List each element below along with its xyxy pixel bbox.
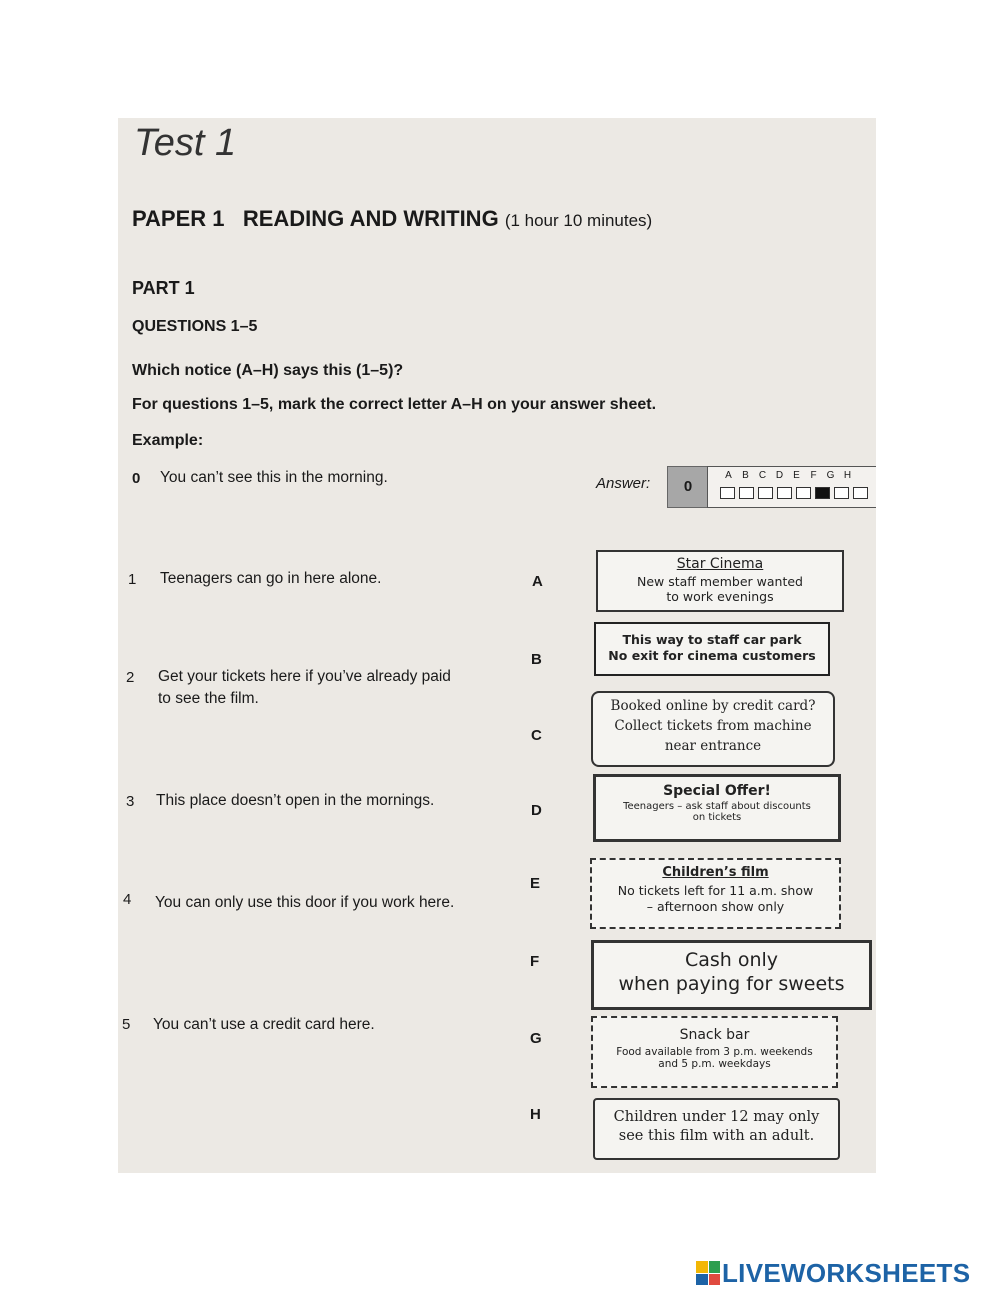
notice-f-line: Cash only	[684, 949, 779, 971]
notice-letter: A	[532, 573, 543, 590]
answer-letter: F	[810, 470, 817, 481]
notice-b-line: No exit for cinema customers	[608, 648, 816, 663]
paper-heading	[132, 206, 652, 232]
paper-title: PAPER 1 READING AND WRITING	[132, 206, 499, 231]
notice-letter: C	[531, 727, 542, 744]
logo-square	[696, 1261, 708, 1273]
notice-c-line: Booked online by credit card?	[610, 698, 816, 714]
notice-h-line: see this film with an adult.	[618, 1128, 815, 1144]
logo-square	[696, 1274, 708, 1286]
notice-g-line: and 5 p.m. weekdays	[658, 1058, 771, 1070]
question-text: Get your tickets here if you’ve already paid to see the film.	[158, 668, 451, 707]
question-number: 4	[123, 891, 132, 908]
notice-b	[594, 622, 830, 676]
answer-letter: B	[742, 470, 749, 481]
question-text: You can only use this door if you work here.	[155, 894, 455, 911]
notice-letter: G	[530, 1030, 542, 1047]
notice-b-line: This way to staff car park	[622, 632, 802, 647]
test-title: Test 1	[134, 122, 237, 164]
answer-box-c	[758, 487, 773, 499]
example-number: 0	[132, 470, 141, 487]
notice-a-line: New staff member wanted	[636, 574, 803, 589]
notice-e-heading: Children’s film	[662, 865, 769, 880]
question-text: This place doesn’t open in the mornings.	[156, 792, 435, 809]
notice-a-heading: Star Cinema	[676, 556, 764, 572]
answer-letter: C	[758, 470, 767, 481]
notice-f-line: when paying for sweets	[618, 973, 845, 995]
notice-h	[593, 1098, 840, 1160]
liveworksheets-logo	[696, 1258, 970, 1288]
notice-e-line: No tickets left for 11 a.m. show	[617, 883, 814, 898]
notice-e	[590, 858, 841, 929]
answer-box-d	[777, 487, 792, 499]
notice-d	[593, 774, 841, 842]
notice-letter: D	[531, 802, 542, 819]
notice-a-line: to work evenings	[666, 589, 774, 604]
part-heading: PART 1	[132, 278, 195, 298]
answer-box-e	[796, 487, 811, 499]
notice-letter: F	[530, 953, 540, 970]
question-text: Teenagers can go in here alone.	[160, 570, 382, 587]
notice-d-line: Teenagers – ask staff about discounts	[623, 801, 811, 812]
answer-letters	[720, 470, 856, 481]
notice-f	[591, 940, 872, 1010]
answer-box-a	[720, 487, 735, 499]
notice-g-line: Food available from 3 p.m. weekends	[616, 1046, 813, 1058]
answer-letter: A	[725, 470, 732, 481]
answer-letter: G	[826, 470, 835, 481]
notice-letter: E	[530, 875, 541, 892]
example-label: Example:	[132, 432, 204, 449]
questions-heading: QUESTIONS 1–5	[132, 318, 258, 335]
answer-letter: D	[775, 470, 784, 481]
notice-d-heading: Special Offer!	[663, 783, 771, 799]
answer-boxes	[720, 486, 872, 504]
notice-letter: H	[530, 1106, 541, 1123]
question-number: 5	[122, 1016, 131, 1033]
instruction-answer-sheet: For questions 1–5, mark the correct letter A–H on your answer sheet.	[132, 396, 657, 413]
worksheet-page	[118, 118, 876, 1173]
paper-duration: (1 hour 10 minutes)	[504, 211, 653, 230]
notice-c	[591, 691, 835, 767]
question-number: 1	[128, 571, 137, 588]
instruction-question: Which notice (A–H) says this (1–5)?	[132, 362, 404, 379]
notice-c-line: Collect tickets from machine	[614, 718, 812, 734]
logo-square	[709, 1261, 721, 1273]
answer-letter: H	[843, 470, 852, 481]
notice-letter: B	[531, 651, 542, 668]
answer-letter: E	[793, 470, 800, 481]
logo-icon	[696, 1261, 720, 1285]
logo-square	[709, 1274, 721, 1286]
question-number: 3	[126, 793, 135, 810]
notice-a	[596, 550, 844, 612]
notice-g	[591, 1016, 838, 1088]
notice-c-line: near entrance	[664, 738, 762, 754]
answer-box-f	[815, 487, 830, 499]
answer-box-g	[834, 487, 849, 499]
notice-h-line: Children under 12 may only	[613, 1109, 820, 1125]
notice-g-heading: Snack bar	[679, 1027, 750, 1043]
example-text: You can’t see this in the morning.	[160, 469, 388, 486]
logo-text: LIVEWORKSHEETS	[722, 1257, 971, 1288]
answer-box-h	[853, 487, 868, 499]
answer-box-b	[739, 487, 754, 499]
notice-e-line: – afternoon show only	[646, 899, 785, 914]
answer-number-box: 0	[667, 466, 709, 508]
answer-grid	[707, 466, 876, 508]
notice-d-line: on tickets	[692, 812, 742, 823]
answer-label: Answer:	[596, 475, 651, 492]
question-text: You can’t use a credit card here.	[153, 1016, 375, 1033]
question-number: 2	[126, 669, 135, 686]
